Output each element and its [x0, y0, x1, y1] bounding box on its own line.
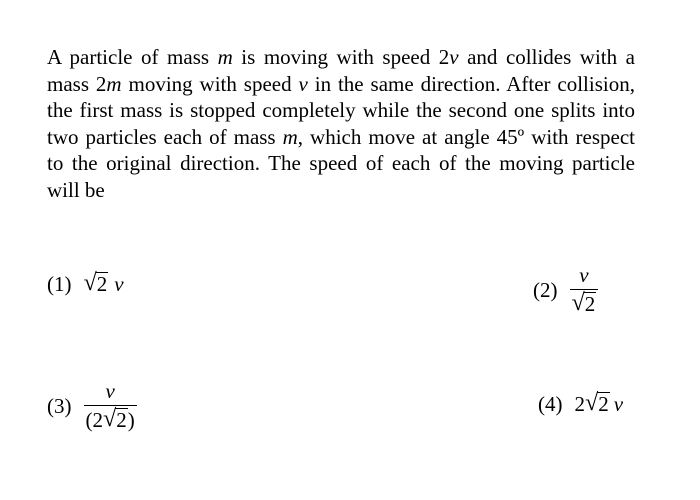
var-m: m: [106, 71, 122, 96]
radical-sign: √: [103, 405, 117, 433]
option-1[interactable]: [47, 269, 124, 297]
var-v: v: [449, 45, 459, 69]
radicand: 2: [96, 272, 108, 297]
option-label: (3): [47, 393, 72, 418]
var-m: m: [282, 124, 298, 149]
radicand: 2: [116, 408, 127, 433]
sqrt-expression: [83, 269, 109, 297]
denominator: [570, 290, 599, 316]
var-v: v: [613, 392, 624, 416]
var-m: m: [217, 45, 233, 69]
numerator: v: [105, 379, 115, 403]
sqrt-expression: [585, 389, 610, 417]
option-label: (1): [47, 272, 72, 296]
coefficient: 2: [574, 392, 585, 416]
sqrt-expression: [571, 289, 597, 317]
radical-sign: √: [571, 289, 585, 317]
numerator: v: [579, 263, 589, 287]
option-label: (4): [538, 392, 563, 416]
var-v: v: [298, 71, 308, 96]
question-text: A particle of mass m is moving with speed 2v and collides with a mass 2m moving with speed v in the same direction. After collision, the first mass is stopped completely while the second one splits into two particles each of mass m, which move at angle 45º with respect to the original direction. The speed of each of the moving particle will be: [47, 45, 635, 202]
radicand: 2: [598, 392, 609, 417]
close-paren: ): [127, 407, 135, 432]
open-paren-coefficient: (2: [85, 407, 103, 432]
var-v: v: [114, 272, 124, 296]
sqrt-expression: [103, 405, 128, 433]
option-4[interactable]: [538, 389, 624, 417]
radical-sign: √: [83, 269, 97, 297]
fraction: [570, 264, 599, 316]
option-2[interactable]: [533, 264, 598, 316]
fraction: [84, 380, 137, 432]
radicand: 2: [584, 292, 596, 317]
radical-sign: √: [585, 389, 599, 417]
denominator: [84, 406, 137, 432]
option-label: (2): [533, 277, 558, 302]
option-3[interactable]: [47, 380, 137, 432]
